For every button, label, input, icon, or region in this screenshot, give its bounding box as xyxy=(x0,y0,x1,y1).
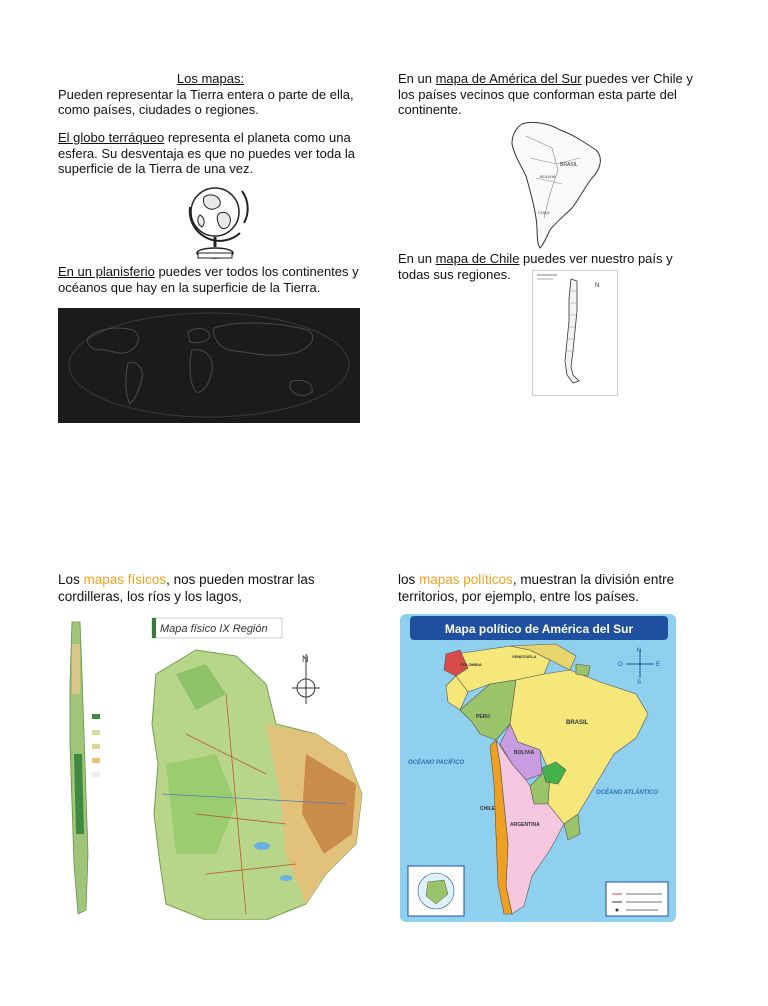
physical-map-title: Mapa físico IX Región xyxy=(160,623,268,635)
planisferio-paragraph xyxy=(58,264,363,295)
ocean-pacific-label: OCÉANO PACÍFICO xyxy=(408,760,465,766)
chile-pre: En un xyxy=(398,251,436,266)
fisicos-text: , nos pueden mostrar las cordilleras, los ríos y los lagos, xyxy=(58,572,315,604)
globo-term: El globo terráqueo xyxy=(58,130,165,145)
chile-outline-map xyxy=(532,270,618,396)
politicos-pre: los xyxy=(398,572,420,587)
section-title: Los mapas: xyxy=(176,71,245,86)
globo-paragraph xyxy=(58,130,363,177)
planisferio-term: En un planisferio xyxy=(58,264,155,279)
fisicos-pre: Los xyxy=(58,572,84,587)
physical-map-north: N xyxy=(302,654,309,664)
ocean-atlantic-label: OCÉANO ATLÁNTICO xyxy=(596,790,658,796)
map-label-bolivia: BOLIVIA xyxy=(540,174,556,179)
chile-term: mapa de Chile xyxy=(435,251,520,266)
politicos-paragraph xyxy=(398,571,708,605)
political-label-brasil: BRASIL xyxy=(566,720,589,726)
compass-east: E xyxy=(656,662,661,668)
chile-map-north: N xyxy=(595,283,600,289)
intro-text: Pueden representar la Tierra entera o parte de ella, como países, ciudades o regiones. xyxy=(58,86,354,117)
political-label-argentina: ARGENTINA xyxy=(510,822,540,828)
politicos-term: mapas políticos xyxy=(419,572,513,587)
south-america-outline-map xyxy=(500,118,612,252)
chile-text: puedes ver nuestro país y todas sus regiones. xyxy=(398,251,673,282)
world-map-image xyxy=(58,308,360,423)
compass-west: O xyxy=(618,662,623,668)
globo-text: representa el planeta como una esfera. Su desventaja es que no puedes ver toda la superficie de la Tierra de una vez. xyxy=(58,130,356,176)
sudamerica-pre: En un xyxy=(398,71,436,86)
sudamerica-paragraph xyxy=(398,71,703,118)
sudamerica-text: puedes ver Chile y los países vecinos que conforman esta parte del continente. xyxy=(398,71,693,117)
sudamerica-term: mapa de América del Sur xyxy=(435,71,582,86)
map-label-brasil: BRASIL xyxy=(560,162,578,168)
fisicos-paragraph xyxy=(58,571,363,605)
political-label-bolivia: BOLIVIA xyxy=(514,750,535,756)
political-label-venezuela: VENEZUELA xyxy=(512,654,537,659)
political-label-peru: PERÚ xyxy=(476,714,490,720)
compass-north: N xyxy=(637,648,642,654)
physical-map-image xyxy=(66,614,364,920)
political-label-chile: CHILE xyxy=(480,806,495,812)
political-map-image xyxy=(400,614,676,922)
political-label-colombia: COLOMBIA xyxy=(460,662,482,667)
compass-south: S xyxy=(637,680,642,686)
fisicos-term: mapas físicos xyxy=(83,572,167,587)
political-map-title: Mapa político de América del Sur xyxy=(444,622,634,636)
map-label-chile: CHILE xyxy=(538,210,550,215)
mapas-section xyxy=(58,71,363,118)
politicos-text: , muestran la división entre territorios, por ejemplo, entre los países. xyxy=(398,572,675,604)
globe-illustration xyxy=(182,177,252,263)
planisferio-text: puedes ver todos los continentes y océanos que hay en la superficie de la Tierra. xyxy=(58,264,359,295)
